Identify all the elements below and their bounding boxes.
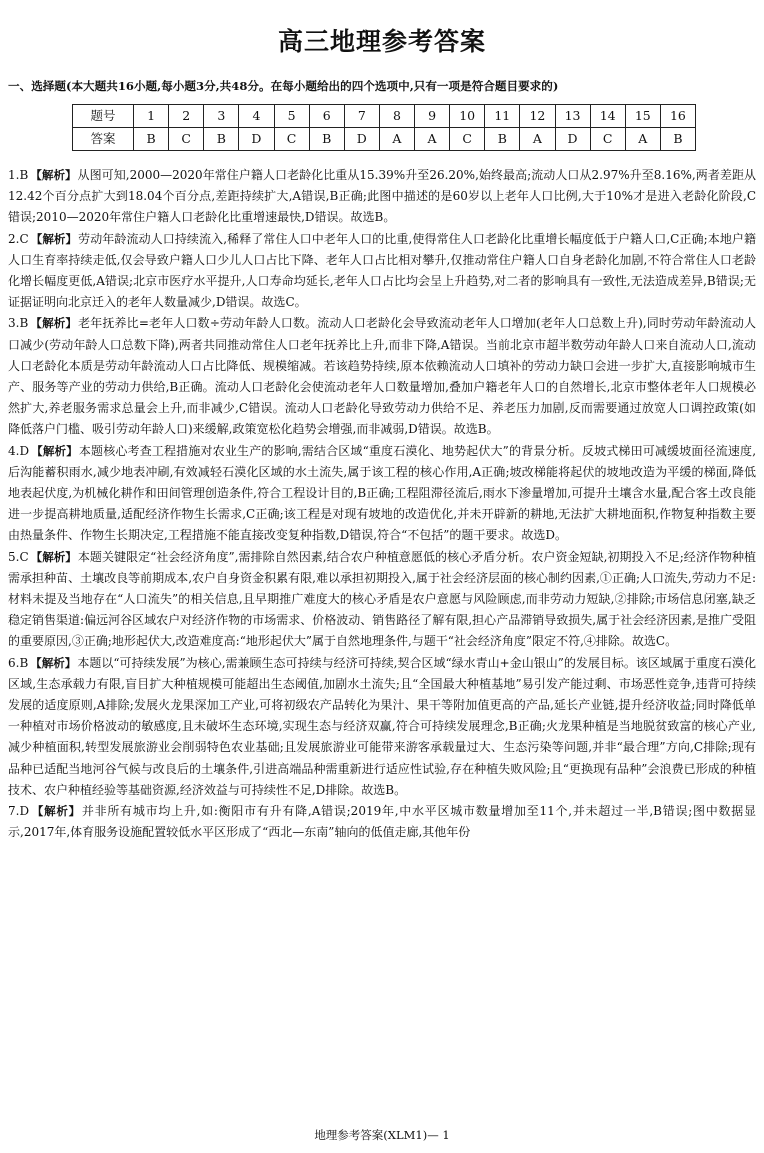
- question-number-cell: 3: [204, 105, 239, 128]
- explanation-item: [8, 801, 756, 843]
- analysis-tag: 【解析】: [31, 804, 81, 819]
- question-number-cell: 14: [590, 105, 625, 128]
- item-text: 本题以“可持续发展”为核心,需兼顾生态可持续与经济可持续,契合区域“绿水青山+金山银山”的发展目标。该区域属于重度石漠化区域,生态承载力有限,盲目扩大种植规模可能超出生态阈值,加剧水土流失;且“全国最大种植基地”易引发产能过剩、市场恶性竞争,违背可持续发展的适度原则,A排除;发展火龙果深加工产业,可将初级农产品转化为果汁、果干等附加值更高的产品,延长产业链,提升经济收益;同时降低单一种植对市场价格波动的敏感度,且未破坏生态环境,实现生态与经济双赢,符合可持续发展理念,B正确;火龙果种植是当地脱贫致富的核心产业,减少种植面积,转型发展旅游业会削弱特色农业基础;且发展旅游业可能带来游客承载量过大、生态污染等问题,并非“最合理”方向,C排除;现有品种已适配当地河谷气候与改良后的土壤条件,引进高端品种需重新进行适应性试验,存在种植失败风险;且“更换现有品种”会浪费已形成的种植技术、农户种植经验等基础资源,经济效益与可持续性不足,D排除。故选B。: [8, 655, 757, 797]
- question-number-cell: 9: [415, 105, 450, 128]
- explanation-item: [8, 441, 756, 547]
- analysis-tag: 【解析】: [30, 168, 77, 182]
- item-text: 并非所有城市均上升,如:衡阳市有升有降,A错误;2019年,中水平区城市数量增加至11个,并未超过一半,B错误;图中数据显示,2017年,体育服务设施配置较低水平区形成了“西北—东南”轴向的低值走廊,其他年份: [8, 804, 757, 840]
- answer-cell: A: [625, 128, 660, 151]
- item-number: 6.B: [8, 655, 29, 670]
- question-number-cell: 6: [309, 105, 344, 128]
- row-label-number: 题号: [73, 105, 134, 128]
- question-number-row: [73, 105, 696, 128]
- item-number: 2.C: [8, 231, 29, 246]
- explanations: [8, 165, 756, 844]
- page-footer: 地理参考答案(XLM1)— 1: [314, 1128, 450, 1142]
- item-text: 劳动年龄流动人口持续流入,稀释了常住人口中老年人口的比重,使得常住人口老龄化比重增长幅度低于户籍人口,C正确;本地户籍人口生育率持续走低,仅会导致户籍人口少儿人口占比下降、老年人口占比相对攀升,仅推动常住户籍人口自身老龄化加剧,不符合常住人口老龄化增长幅度更低,A错误;北京市医疗水平提升,人口寿命均延长,老年人口占比均会呈上升趋势,对二者的影响具有一致性,无法造成差异,B错误;无证据证明向北京迁入的老年人数量减少,D错误。故选C。: [8, 231, 756, 310]
- answer-cell: D: [555, 128, 590, 151]
- answer-table: [72, 104, 696, 151]
- analysis-tag: 【解析】: [30, 316, 78, 331]
- answer-row: [73, 128, 696, 151]
- analysis-tag: 【解析】: [30, 655, 77, 670]
- item-number: 5.C: [8, 549, 29, 564]
- question-number-cell: 11: [485, 105, 520, 128]
- analysis-tag: 【解析】: [30, 231, 78, 246]
- item-number: 1.B: [8, 168, 29, 182]
- answer-cell: A: [520, 128, 555, 151]
- explanation-item: [8, 547, 756, 653]
- answer-cell: B: [134, 128, 169, 151]
- item-text: 本题核心考查工程措施对农业生产的影响,需结合区域“重度石漠化、地势起伏大”的背景分析。反坡式梯田可减缓坡面径流速度,后沟能蓄积雨水,减少地表冲刷,有效减轻石漠化区域的水土流失,属于该工程的核心作用,A正确;坡改梯能将起伏的坡地改造为平缓的梯面,降低地表起伏度,为机械化耕作和田间管理创造条件,符合工程设计目的,B正确;工程阻滞径流后,雨水下渗量增加,可提升土壤含水量,配合客土改良能进一步提高耕地质量,适配经济作物生长需求,C正确;该工程是对现有坡地的改造优化,并未开辟新的耕地,无法扩大耕地面积,作物复种指数主要由热量条件、作物生长期决定,工程措施不能直接改变复种指数,D错误,符合“不包括”的题干要求。故选D。: [8, 443, 757, 543]
- item-number: 7.D: [8, 804, 30, 819]
- page-title: 高三地理参考答案: [277, 27, 486, 56]
- question-number-cell: 4: [239, 105, 274, 128]
- question-number-cell: 10: [450, 105, 485, 128]
- question-number-cell: 13: [555, 105, 590, 128]
- explanation-item: [8, 165, 756, 229]
- question-number-cell: 1: [134, 105, 169, 128]
- question-number-cell: 15: [625, 105, 660, 128]
- item-number: 3.B: [8, 316, 29, 331]
- question-number-cell: 2: [169, 105, 204, 128]
- answer-cell: B: [660, 128, 695, 151]
- question-number-cell: 16: [660, 105, 695, 128]
- analysis-tag: 【解析】: [31, 443, 78, 458]
- answer-cell: A: [415, 128, 450, 151]
- explanation-item: [8, 313, 756, 440]
- question-number-cell: 12: [520, 105, 555, 128]
- answer-cell: C: [590, 128, 625, 151]
- answer-cell: B: [485, 128, 520, 151]
- analysis-tag: 【解析】: [30, 549, 77, 564]
- answer-cell: B: [204, 128, 239, 151]
- answer-cell: B: [309, 128, 344, 151]
- explanation-item: [8, 229, 756, 314]
- item-number: 4.D: [8, 443, 30, 458]
- answer-cell: A: [379, 128, 414, 151]
- item-text: 从图可知,2000—2020年常住户籍人口老龄化比重从15.39%升至26.20%,始终最高;流动人口从2.97%升至8.16%,两者差距从12.42个百分点扩大到18.04个百分点,差距持续扩大,A错误,B正确;此图中描述的是60岁以上老年人口比例,大于10%才是进入老龄化阶段,C错误;2010—2020年常住户籍人口老龄化比重增速最快,D错误。故选B。: [8, 168, 756, 225]
- answer-cell: D: [344, 128, 379, 151]
- answer-cell: C: [450, 128, 485, 151]
- answer-cell: C: [169, 128, 204, 151]
- section-heading: 一、选择题(本大题共16小题,每小题3分,共48分。在每小题给出的四个选项中,只有一项是符合题目要求的): [8, 79, 559, 93]
- answer-cell: D: [239, 128, 274, 151]
- explanation-item: [8, 653, 756, 801]
- row-label-answer: 答案: [73, 128, 134, 151]
- question-number-cell: 5: [274, 105, 309, 128]
- question-number-cell: 8: [379, 105, 414, 128]
- answer-cell: C: [274, 128, 309, 151]
- item-text: 老年抚养比=老年人口数÷劳动年龄人口数。流动人口老龄化会导致流动老年人口增加(老年人口总数上升),同时劳动年龄流动人口减少(劳动年龄人口总数下降),两者共同推动常住人口老年抚养比上升,而非下降,A错误。当前北京市超半数劳动年龄人口来自流动人口,流动人口老龄化本质是劳动年龄流动人口占比降低、规模缩减。若该趋势持续,原本依赖流动人口填补的劳动力缺口会进一步扩大,直接影响城市生产、服务等产业的劳动力供给,B正确。流动人口老龄化会使流动老年人口数量增加,叠加户籍老年人口的自然增长,北京市整体老年人口规模必然扩大,养老服务需求总量会上升,而非减少,C错误。流动人口老龄化导致劳动力供给不足、养老压力加剧,反而需要通过放宽人口调控政策(如降低落户门槛、吸引劳动年龄人口)来缓解,政策宽松化趋势会增强,而非减弱,D错误。故选B。: [8, 316, 757, 437]
- item-text: 本题关键限定“社会经济角度”,需排除自然因素,结合农户种植意愿低的核心矛盾分析。农户资金短缺,初期投入不足;经济作物种植需承担种苗、土壤改良等前期成本,农户自身资金积累有限,难以承担初期投入,属于社会经济层面的核心制约因素,①正确;人口流失,劳动力不足:材料未提及当地存在“人口流失”的相关信息,且早期推广难度大的核心矛盾是农户意愿与风险顾虑,而非劳动力短缺,②排除;市场信息闭塞,缺乏稳定销售渠道:偏远河谷区域农户对经济作物的市场需求、价格波动、销售路径了解有限,担心产品滞销导致损失,属于社会经济因素,是推广受阻的重要原因,③正确;地形起伏大,改造难度高:“地形起伏大”属于自然地理条件,与题干“社会经济角度”限定不符,④排除。故选C。: [8, 549, 757, 649]
- question-number-cell: 7: [344, 105, 379, 128]
